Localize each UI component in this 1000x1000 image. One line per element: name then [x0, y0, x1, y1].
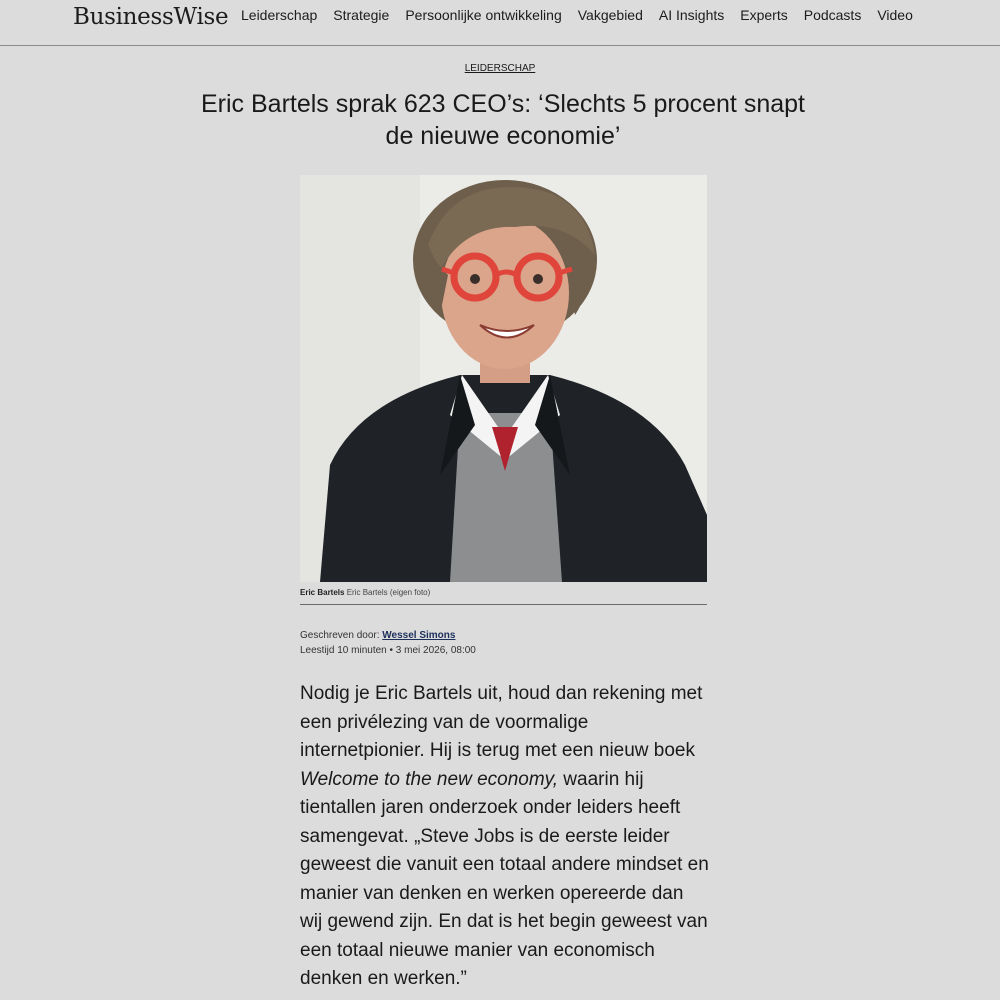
main-nav: [241, 7, 913, 23]
nav-item-persoonlijke-ontwikkeling[interactable]: Persoonlijke ontwikkeling: [405, 7, 562, 23]
nav-item-experts[interactable]: Experts: [740, 7, 788, 23]
nav-item-strategie[interactable]: Strategie: [333, 7, 390, 23]
site-logo[interactable]: BusinessWise: [73, 4, 229, 30]
nav-item-leiderschap[interactable]: Leiderschap: [241, 7, 318, 23]
article-meta: Leestijd 10 minuten • 3 mei 2026, 08:00: [300, 645, 476, 656]
article-photo: [300, 175, 707, 582]
portrait-illustration: [300, 175, 707, 582]
article-intro: [300, 680, 710, 994]
author-line: [300, 628, 476, 643]
nav-item-video[interactable]: Video: [877, 7, 913, 23]
nav-item-ai-insights[interactable]: AI Insights: [658, 7, 725, 23]
photo-caption: [300, 588, 430, 597]
author-link[interactable]: Wessel Simons: [382, 630, 456, 641]
byline-prefix: Geschreven door:: [300, 630, 380, 641]
article-byline: [300, 628, 476, 658]
divider: [300, 604, 707, 605]
caption-text: Eric Bartels (eigen foto): [346, 588, 431, 597]
book-title: Welcome to the new economy,: [300, 768, 559, 790]
nav-item-podcasts[interactable]: Podcasts: [803, 7, 862, 23]
intro-text-1: Nodig je Eric Bartels uit, houd dan rekening met een privélezing van de voormalige internetpionier. Hij is terug met een nieuw boek: [300, 683, 703, 761]
article-category: [0, 63, 1000, 74]
article-title: Eric Bartels sprak 623 CEO’s: ‘Slechts 5 procent snapt de nieuwe economie’: [201, 90, 805, 150]
intro-text-2: waarin hij tientallen jaren onderzoek onder leiders heeft samengevat. „Steve Jobs is de eerste leider geweest die vanuit een totaal andere mindset en manier van denken en werken opereerde dan wij gewend zijn. En dat is het begin geweest van een totaal nieuwe manier van economisch denken en werken.”: [300, 768, 709, 989]
nav-item-vakgebied[interactable]: Vakgebied: [577, 7, 643, 23]
site-header: [0, 0, 1000, 46]
category-link[interactable]: LEIDERSCHAP: [464, 63, 536, 74]
caption-name: Eric Bartels: [300, 588, 345, 597]
